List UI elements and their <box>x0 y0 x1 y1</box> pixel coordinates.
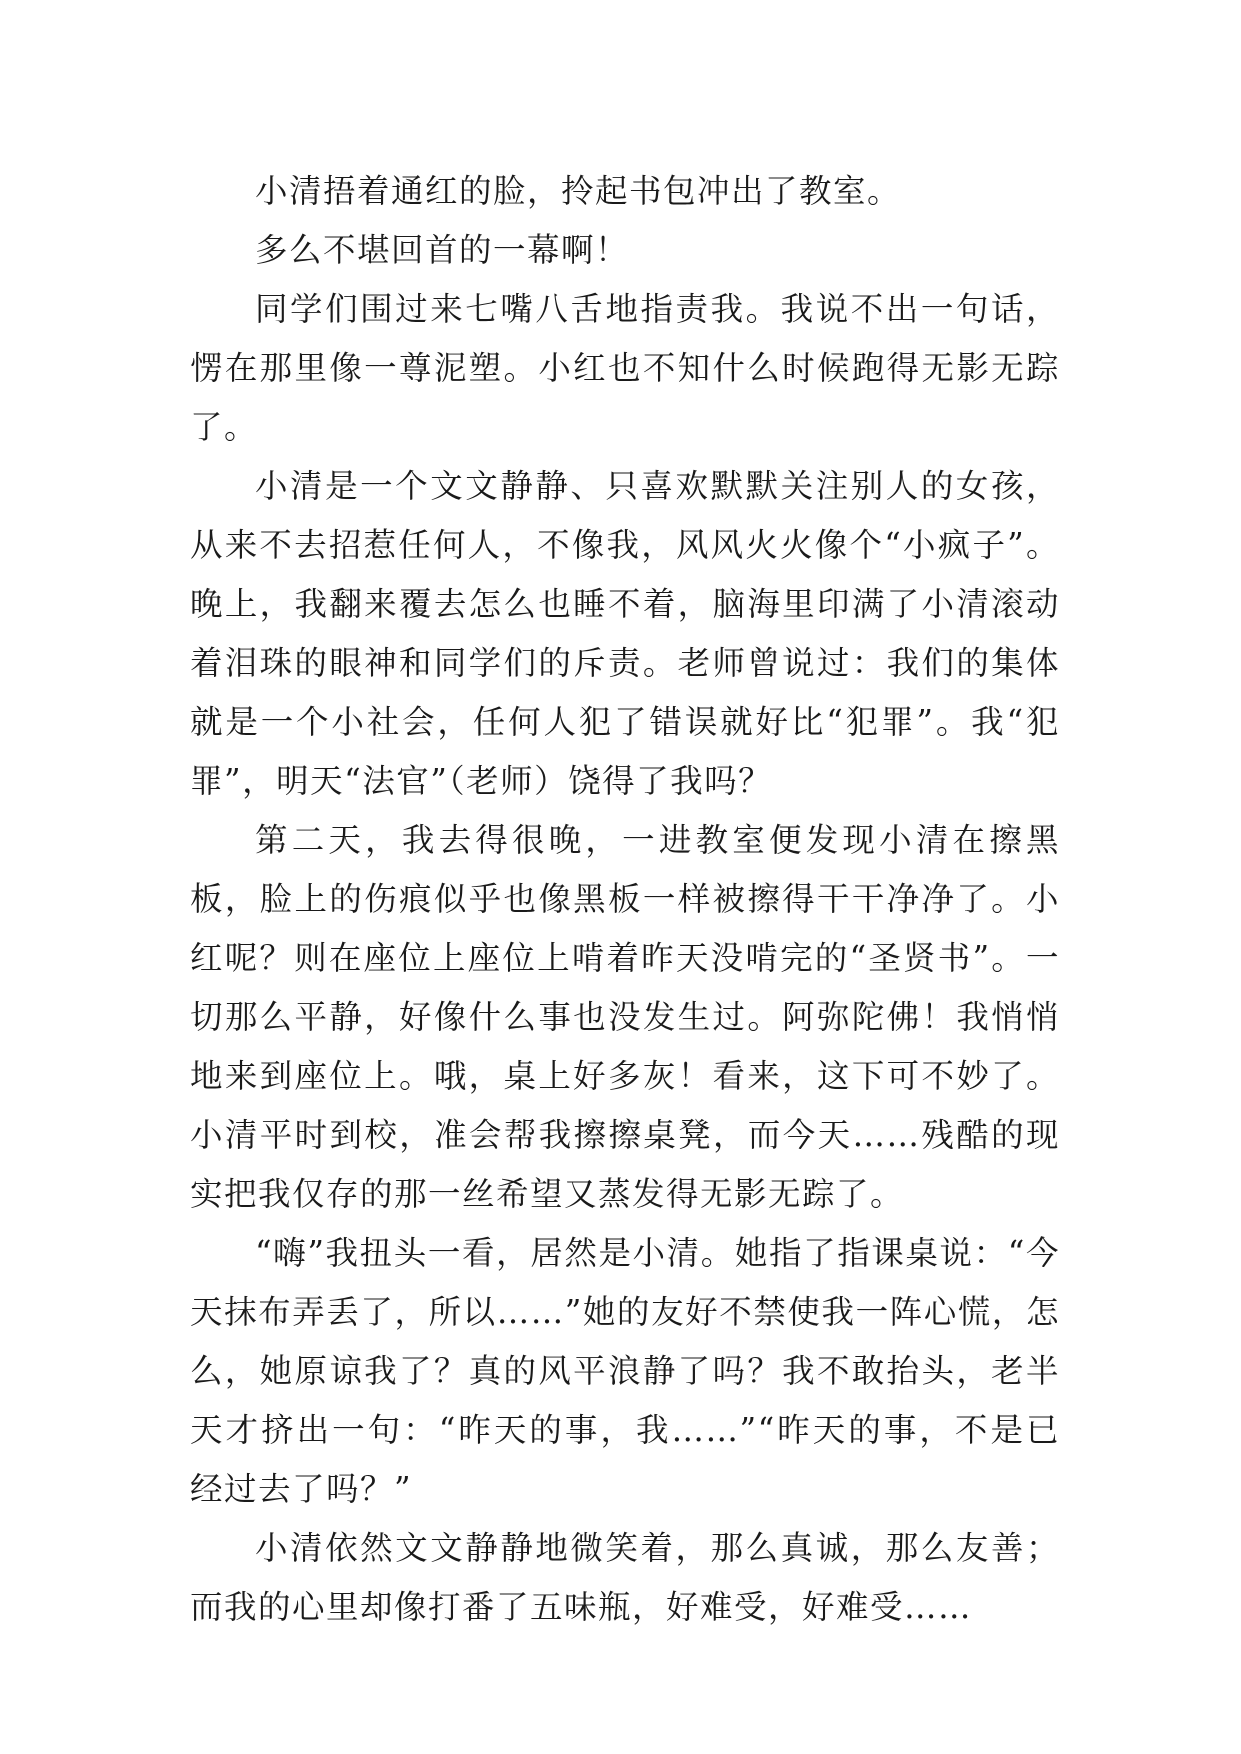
paragraph-5: 第二天，我去得很晚，一进教室便发现小清在擦黑板，脸上的伤痕似乎也像黑板一样被擦得干干净净了。小红呢？则在座位上座位上啃着昨天没啃完的“圣贤书”。一切那么平静，好像什么事也没发生过。阿弥陀佛！我悄悄地来到座位上。哦，桌上好多灰！看来，这下可不妙了。小清平时到校，准会帮我擦擦桌凳，而今天……残酷的现实把我仅存的那一丝希望又蒸发得无影无踪了。 <box>190 821 1060 1213</box>
paragraph-4: 小清是一个文文静静、只喜欢默默关注别人的女孩，从来不去招惹任何人，不像我，风风火火像个“小疯子”。晚上，我翻来覆去怎么也睡不着，脑海里印满了小清滚动着泪珠的眼神和同学们的斥责。老师曾说过：我们的集体就是一个小社会，任何人犯了错误就好比“犯罪”。我“犯罪”，明天“法官”（老师）饶得了我吗？ <box>190 467 1060 800</box>
paragraph-1: 小清捂着通红的脸，拎起书包冲出了教室。 <box>255 172 902 210</box>
paragraph-3: 同学们围过来七嘴八舌地指责我。我说不出一句话，愣在那里像一尊泥塑。小红也不知什么时候跑得无影无踪了。 <box>190 290 1060 446</box>
paragraph-7: 小清依然文文静静地微笑着，那么真诚，那么友善；而我的心里却像打番了五味瓶，好难受，好难受…… <box>190 1529 1060 1626</box>
paragraph-6: “嗨”我扭头一看，居然是小清。她指了指课桌说：“今天抹布弄丢了，所以……”她的友好不禁使我一阵心慌，怎么，她原谅我了？真的风平浪静了吗？我不敢抬头，老半天才挤出一句：“昨天的事，我……”“昨天的事，不是已经过去了吗？” <box>190 1234 1060 1508</box>
paragraph-2: 多么不堪回首的一幕啊！ <box>255 231 630 269</box>
document-body <box>190 162 1060 1637</box>
